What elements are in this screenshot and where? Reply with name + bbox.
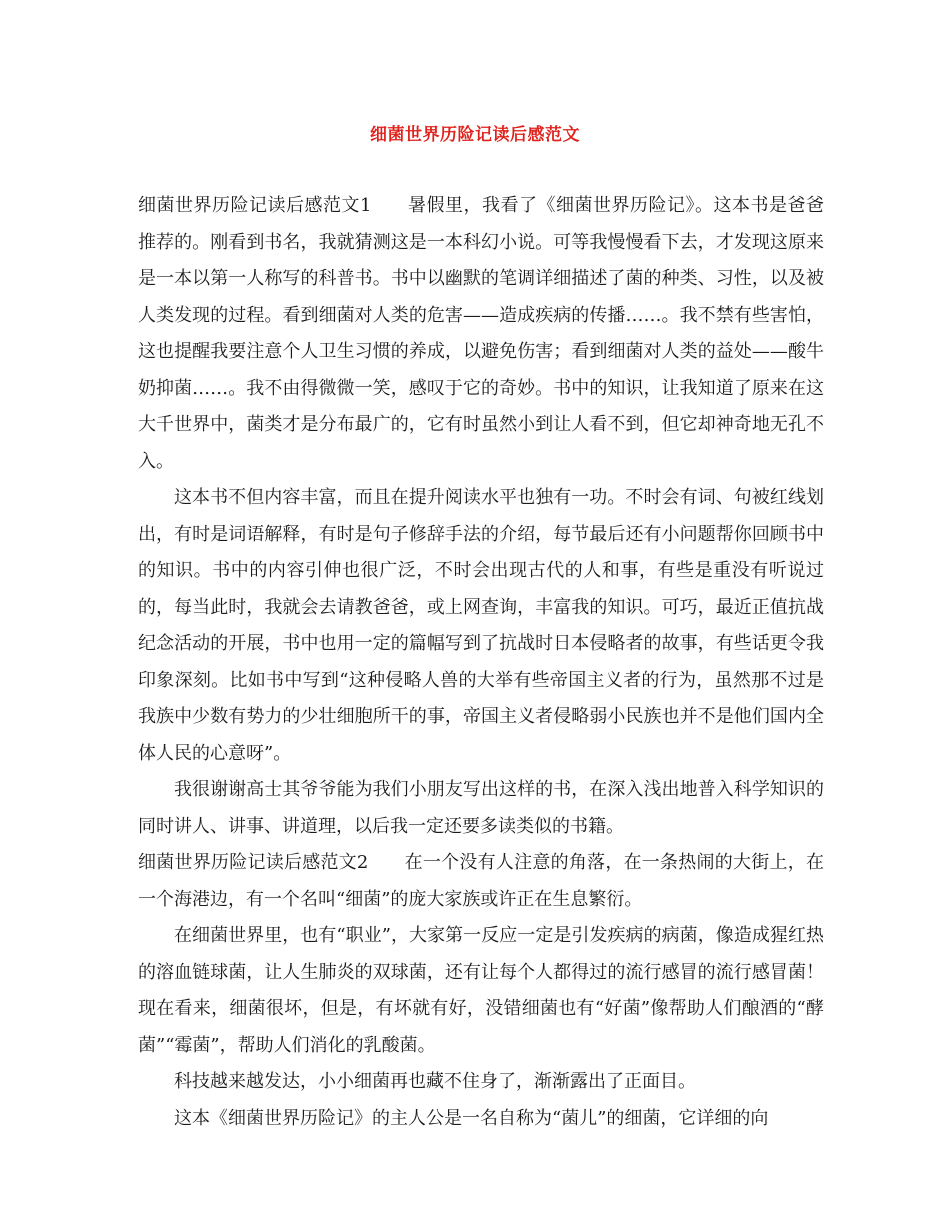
paragraph: 在细菌世界里，也有“职业”，大家第一反应一定是引发疾病的病菌，像造成猩红热的溶血链球菌，让人生肺炎的双球菌，还有让每个人都得过的流行感冒的流行感冒菌！现在看来，细菌很坏，但是，有坏就有好，没错细菌也有“好菌”像帮助人们酿酒的“酵菌”“霉菌”，帮助人们消化的乳酸菌。: [138, 925, 824, 1056]
section-1-heading: 细菌世界历险记读后感范文1: [138, 195, 372, 216]
document-body: [138, 188, 824, 1137]
paragraph-text: 在一个没有人注意的角落，在一条热闹的大街上，在一个海港边，有一个名叫“细菌”的庞大家族或许正在生息繁衍。: [138, 852, 825, 910]
section-1-first-paragraph: [138, 188, 824, 480]
section-2-first-paragraph: [138, 845, 824, 918]
paragraph: 这本书不但内容丰富，而且在提升阅读水平也独有一功。不时会有词、句被红线划出，有时是词语解释，有时是句子修辞手法的介绍，每节最后还有小问题帮你回顾书中的知识。书中的内容引伸也很广泛，不时会出现古代的人和事，有些是重没有听说过的，每当此时，我就会去请教爸爸，或上网查询，丰富我的知识。可巧，最近正值抗战纪念活动的开展，书中也用一定的篇幅写到了抗战时日本侵略者的故事，有些话更令我印象深刻。比如书中写到“这种侵略人兽的大举有些帝国主义者的行为，虽然那不过是我族中少数有势力的少壮细胞所干的事，帝国主义者侵略弱小民族也并不是他们国内全体人民的心意呀”。: [138, 487, 824, 764]
paragraph: 我很谢谢高士其爷爷能为我们小朋友写出这样的书，在深入浅出地普入科学知识的同时讲人、讲事、讲道理，以后我一定还要多读类似的书籍。: [138, 779, 824, 837]
paragraph: 科技越来越发达，小小细菌再也藏不住身了，渐渐露出了正面目。: [174, 1071, 696, 1092]
section-2-heading: 细菌世界历险记读后感范文2: [138, 852, 369, 873]
paragraph: 这本《细菌世界历险记》的主人公是一名自称为“菌儿”的细菌，它详细的向: [174, 1107, 769, 1129]
document-title: 细菌世界历险记读后感范文: [370, 125, 580, 145]
paragraph-text: 暑假里，我看了《细菌世界历险记》。这本书是爸爸推荐的。刚看到书名，我就猜测这是一本科幻小说。可等我慢慢看下去，才发现这原来是一本以第一人称写的科普书。书中以幽默的笔调详细描述了菌的种类、习性，以及被人类发现的过程。看到细菌对人类的危害——造成疾病的传播……。我不禁有些害怕，这也提醒我要注意个人卫生习惯的养成，以避免伤害；看到细菌对人类的益处——酸牛奶抑菌……。我不由得微微一笑，感叹于它的奇妙。书中的知识，让我知道了原来在这大千世界中，菌类才是分布最广的，它有时虽然小到让人看不到，但它却神奇地无孔不入。: [138, 195, 824, 472]
